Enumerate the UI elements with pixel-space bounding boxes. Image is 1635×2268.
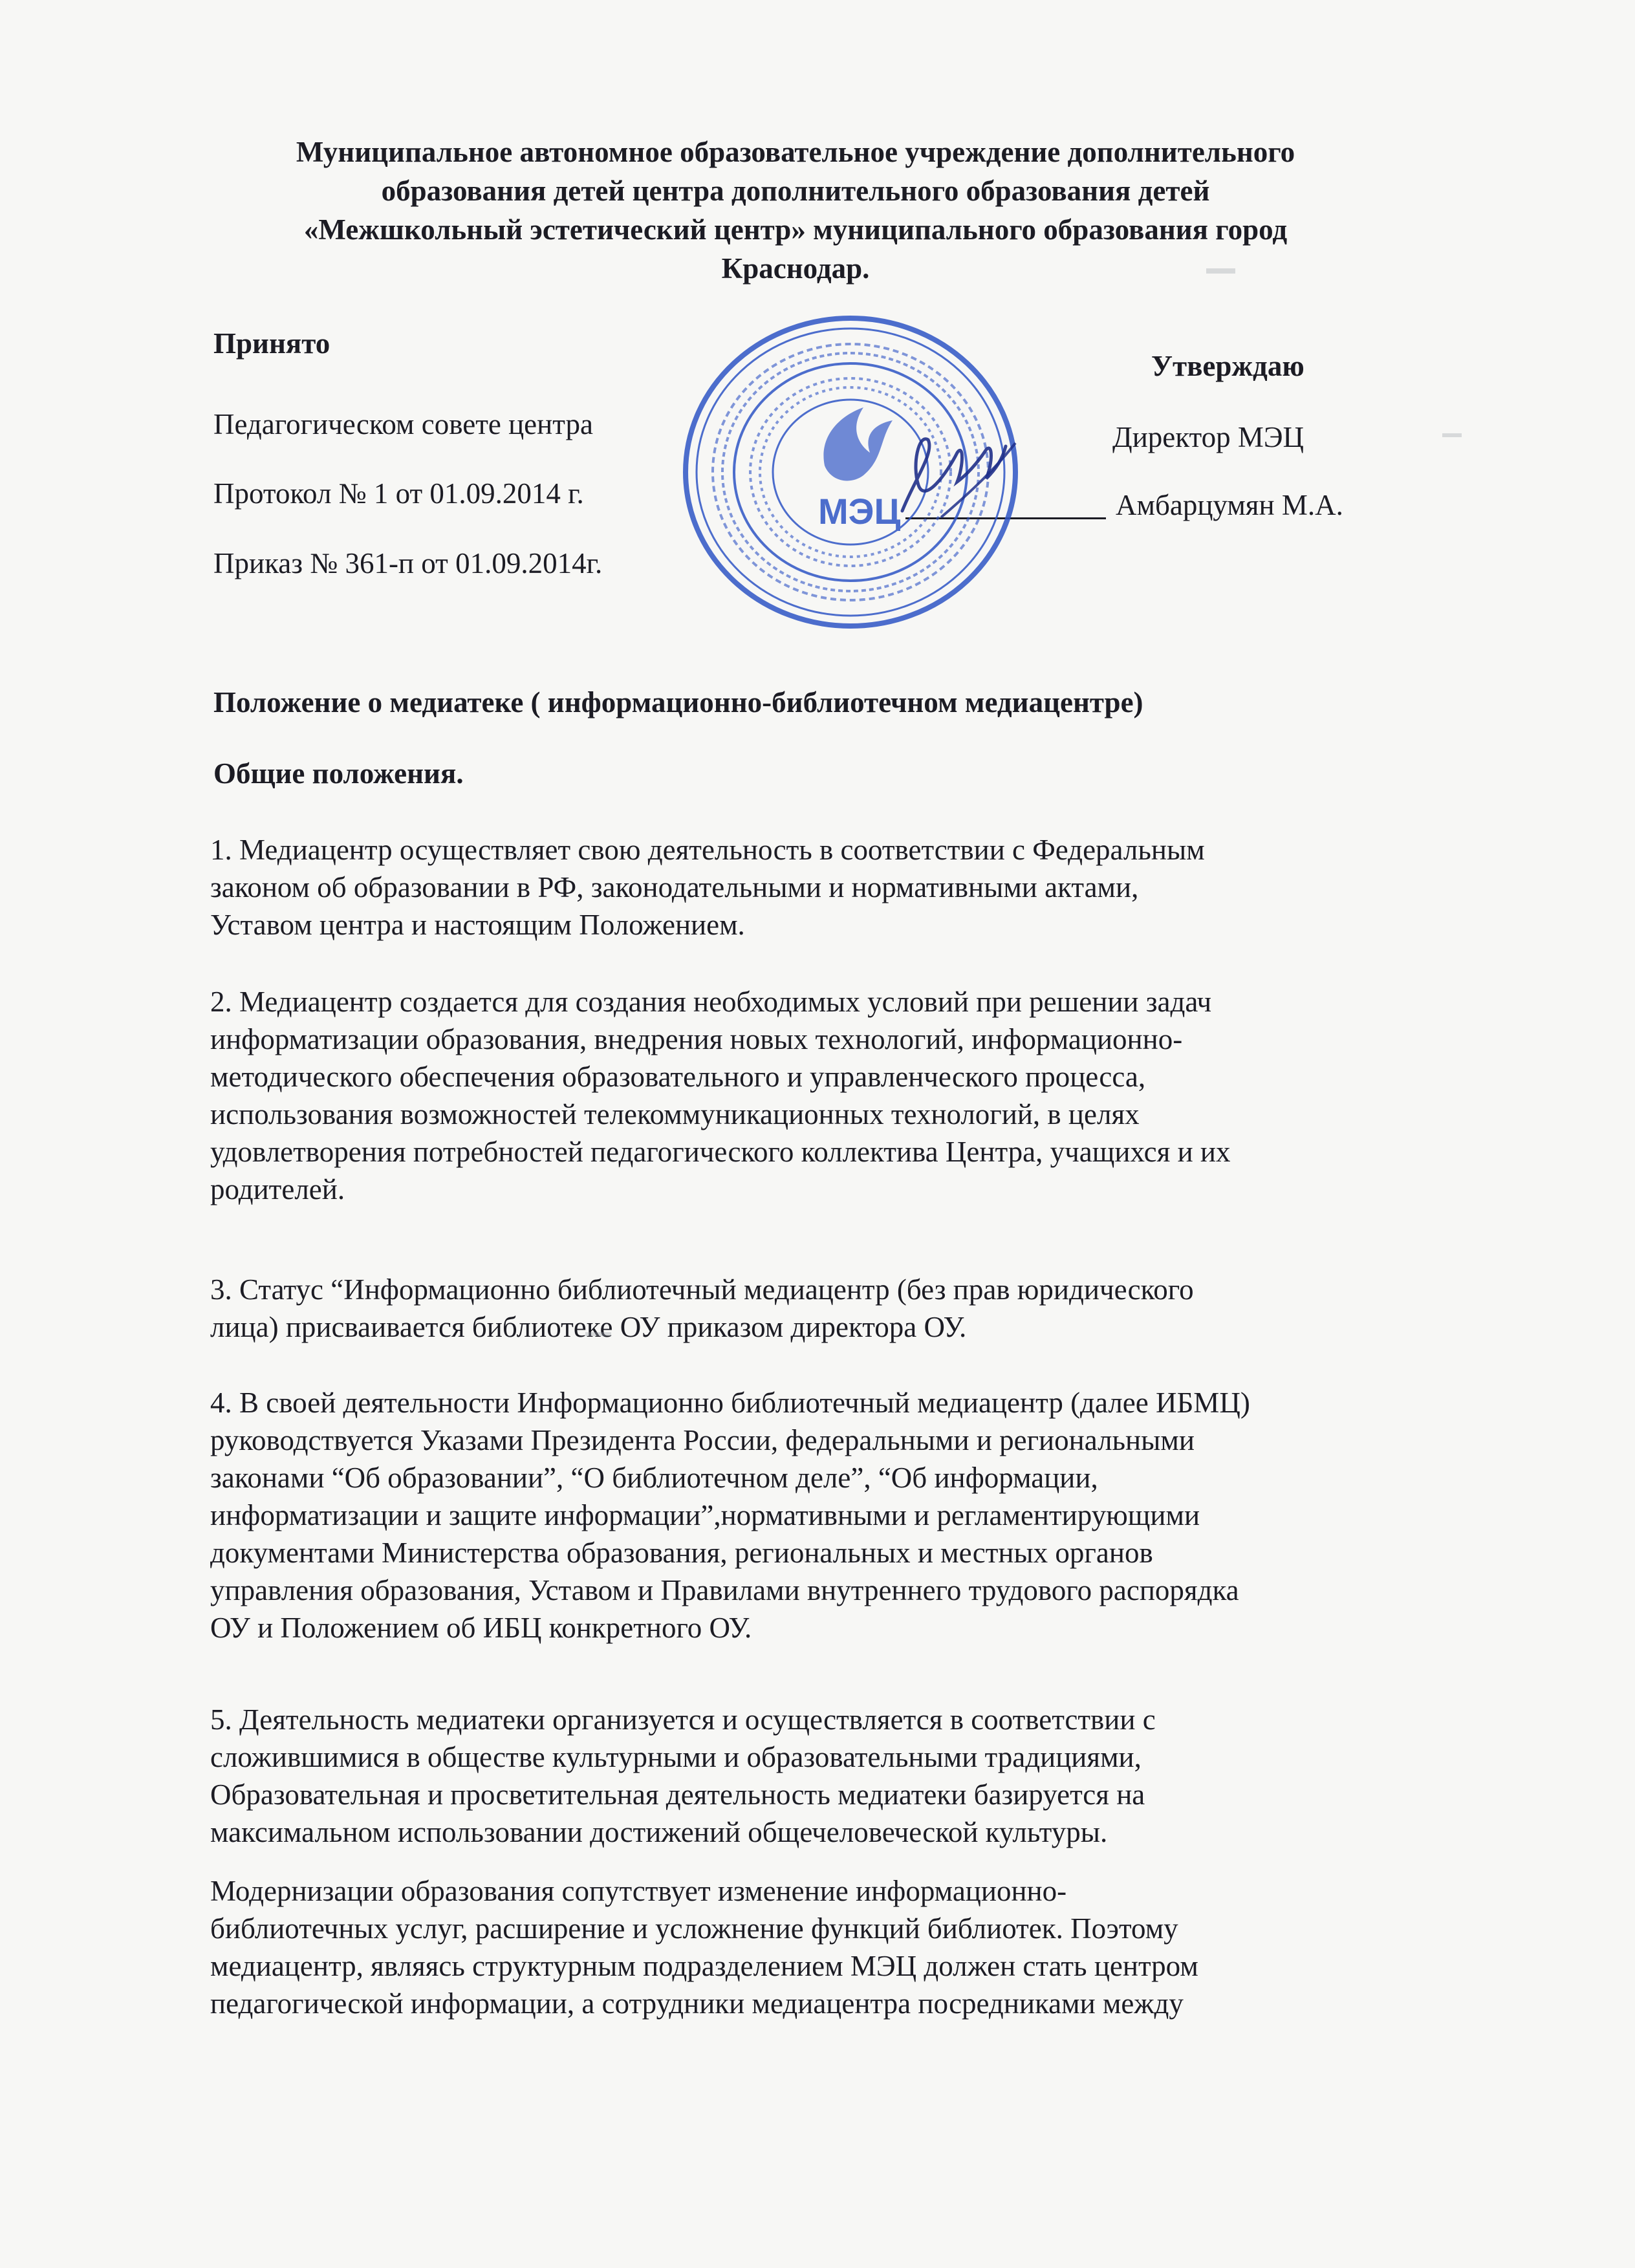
paragraph-line: Уставом центра и настоящим Положением.	[210, 909, 745, 941]
header-line-4: Краснодар.	[721, 252, 870, 285]
paragraph-line: ОУ и Положением об ИБЦ конкретного ОУ.	[210, 1612, 752, 1644]
paragraph-1	[210, 831, 1407, 944]
paragraph-line: использования возможностей телекоммуникационных технологий, в целях	[210, 1098, 1140, 1130]
paragraph-line: управления образования, Уставом и Правилами внутреннего трудового распорядка	[210, 1574, 1239, 1606]
paragraph-line: удовлетворения потребностей педагогического коллектива Центра, учащихся и их	[210, 1136, 1231, 1168]
paragraph-line: 2. Медиацентр создается для создания необходимых условий при решении задач	[210, 986, 1212, 1018]
paragraph-line: сложившимися в обществе культурными и образовательными традициями,	[210, 1741, 1142, 1773]
paragraph-line: родителей.	[210, 1173, 345, 1205]
paragraph-line: информатизации и защите информации”,нормативными и регламентирующими	[210, 1499, 1200, 1531]
paragraph-6	[210, 1872, 1407, 2022]
paragraph-line: законами “Об образовании”, “О библиотечном деле”, “Об информации,	[210, 1462, 1098, 1494]
header-line-1: Муниципальное автономное образовательное учреждение дополнительного	[296, 136, 1295, 168]
paragraph-3	[210, 1271, 1407, 1346]
approved-title: Утверждаю	[1151, 350, 1305, 382]
paragraph-line: лица) присваивается библиотеке ОУ приказом директора ОУ.	[210, 1311, 967, 1343]
official-seal-stamp	[669, 304, 1032, 640]
approved-director-position: Директор МЭЦ	[1112, 421, 1305, 453]
paragraph-line: библиотечных услуг, расширение и усложнение функций библиотек. Поэтому	[210, 1912, 1178, 1945]
paragraph-5	[210, 1701, 1407, 1851]
paragraph-line: Модернизации образования сопутствует изменение информационно-	[210, 1875, 1067, 1907]
paragraph-line: информатизации образования, внедрения новых технологий, информационно-	[210, 1023, 1183, 1055]
header-line-2: образования детей центра дополнительного образования детей	[381, 175, 1210, 207]
paragraph-4	[210, 1384, 1407, 1647]
accepted-protocol: Протокол № 1 от 01.09.2014 г.	[213, 477, 584, 510]
paragraph-line: руководствуется Указами Президента России, федеральными и региональными	[210, 1424, 1195, 1456]
paragraph-line: Образовательная и просветительная деятельность медиатеки базируется на	[210, 1778, 1145, 1811]
approved-director-name: Амбарцумян М.А.	[1116, 489, 1343, 521]
scan-speck	[1206, 268, 1235, 274]
paragraph-line: методического обеспечения образовательного и управленческого процесса,	[210, 1061, 1146, 1093]
paragraph-line: педагогической информации, а сотрудники медиацентра посредниками между	[210, 1987, 1184, 2020]
header-line-3: «Межшкольный эстетический центр» муниципального образования город	[303, 213, 1288, 246]
director-signature	[902, 439, 1006, 511]
accepted-order: Приказ № 361-п от 01.09.2014г.	[213, 547, 603, 579]
institution-header	[213, 133, 1378, 288]
paragraph-line: законом об образовании в РФ, законодательными и нормативными актами,	[210, 871, 1139, 903]
paragraph-line: медиацентр, являясь структурным подразделением МЭЦ должен стать центром	[210, 1950, 1198, 1982]
paragraph-line: максимальном использовании достижений общечеловеческой культуры.	[210, 1816, 1108, 1848]
section-title: Общие положения.	[213, 757, 464, 790]
accepted-title: Принято	[213, 327, 330, 360]
scan-speck	[585, 1332, 611, 1336]
seal-center-label: МЭЦ	[818, 491, 901, 532]
paragraph-line: 1. Медиацентр осуществляет свою деятельность в соответствии с Федеральным	[210, 834, 1205, 866]
paragraph-line: 5. Деятельность медиатеки организуется и осуществляется в соответствии с	[210, 1703, 1156, 1736]
paragraph-2	[210, 983, 1407, 1208]
accepted-council: Педагогическом совете центра	[213, 408, 593, 440]
scan-speck	[1442, 433, 1462, 437]
paragraph-line: 3. Статус “Информационно библиотечный медиацентр (без прав юридического	[210, 1273, 1194, 1306]
paragraph-line: 4. В своей деятельности Информационно библиотечный медиацентр (далее ИБМЦ)	[210, 1387, 1250, 1419]
document-title: Положение о медиатеке ( информационно-библиотечном медиацентре)	[213, 686, 1143, 718]
paragraph-line: документами Министерства образования, региональных и местных органов	[210, 1537, 1153, 1569]
